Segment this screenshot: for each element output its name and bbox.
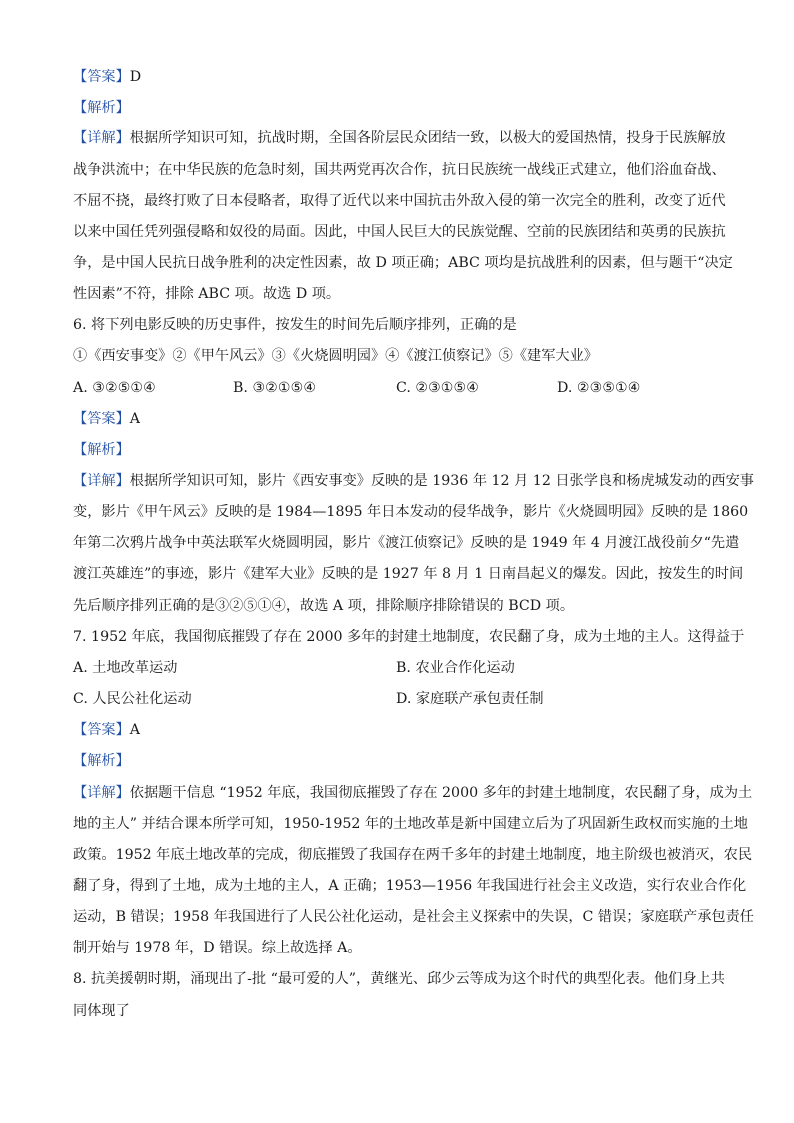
detail-line: 翻了身，得到了土地，成为土地的主人，A 正确；1953—1956 年我国进行社会主义改造，实行农业合作化: [73, 878, 747, 894]
answer-line: [73, 720, 733, 740]
option-d: D. 家庭联产承包责任制: [396, 691, 544, 707]
detail-line: 先后顺序排列正确的是③②⑤①④，故选 A 项，排除顺序排除错误的 BCD 项。: [73, 598, 575, 614]
detail-line: 政策。1952 年底土地改革的完成，彻底摧毁了我国存在两千多年的封建土地制度，地主阶级也被消灭，农民: [73, 847, 753, 863]
answer-value: A: [129, 722, 141, 738]
analysis-tag: 【解析】: [73, 753, 130, 769]
option-d: D. ②③⑤①④: [557, 380, 641, 396]
option-b: B. 农业合作化运动: [396, 660, 515, 676]
detail-line: 不屈不挠，最终打败了日本侵略者，取得了近代以来中国抗击外敌入侵的第一次完全的胜利，改变了近代: [73, 193, 726, 209]
detail-tag: 【详解】: [73, 130, 130, 146]
answer-line: [73, 67, 733, 87]
detail-line: 地的主人” 并结合课本所学可知，1950-1952 年的土地改革是新中国建立后为了巩固新生政权而实施的土地: [73, 816, 748, 832]
option-a: A. ③②⑤①④: [73, 380, 156, 396]
detail-line: 运动，B 错误；1958 年我国进行了人民公社化运动，是社会主义探索中的失误，C 错误；家庭联产承包责任: [73, 909, 754, 925]
option-a: A. 土地改革运动: [73, 660, 178, 676]
detail-line: 争，是中国人民抗日战争胜利的决定性因素，故 D 项正确；ABC 项均是抗战胜利的因素，但与题干“决定: [73, 255, 733, 271]
detail-line: 【详解】根据所学知识可知，影片《西安事变》反映的是 1936 年 12 月 12 日张学良和杨虎城发动的西安事: [73, 473, 754, 489]
answer-value: D: [129, 69, 142, 85]
detail-line: 变，影片《甲午风云》反映的是 1984—1895 年日本发动的侵华战争，影片《火烧圆明园》反映的是 1860: [73, 504, 749, 520]
option-c: C. ②③①⑤④: [396, 380, 479, 396]
answer-tag: 【答案】: [73, 722, 130, 738]
analysis-tag: 【解析】: [73, 100, 130, 116]
analysis-tag: 【解析】: [73, 442, 130, 458]
question-8: 8. 抗美援朝时期，涌现出了-批 “最可爱的人”，黄继光、邱少云等成为这个时代的典型化表。他们身上共: [73, 971, 725, 987]
detail-line: 性因素”不符，排除 ABC 项。故选 D 项。: [73, 286, 341, 302]
question-6-items: ①《西安事变》②《甲午风云》③《火烧圆明园》④《渡江侦察记》⑤《建军大业》: [73, 348, 598, 364]
detail-line: 渡江英雄连”的事迹，影片《建军大业》反映的是 1927 年 8 月 1 日南昌起义的爆发。因此，按发生的时间: [73, 566, 744, 582]
answer-line: [73, 409, 733, 429]
answer-tag: 【答案】: [73, 411, 130, 427]
question-7: 7. 1952 年底，我国彻底摧毁了存在 2000 多年的封建土地制度，农民翻了身，成为土地的主人。这得益于: [73, 629, 745, 645]
option-c: C. 人民公社化运动: [73, 691, 192, 707]
detail-line: 制开始与 1978 年，D 错误。综上故选择 A。: [73, 940, 362, 956]
detail-line: 【详解】依据题干信息 “1952 年底，我国彻底摧毁了存在 2000 多年的封建土地制度，农民翻了身，成为土: [73, 785, 753, 801]
question-8-cont: 同体现了: [73, 1003, 130, 1019]
answer-value: A: [129, 411, 141, 427]
option-b: B. ③②①⑤④: [233, 380, 317, 396]
answer-tag: 【答案】: [73, 69, 130, 85]
detail-line: 战争洪流中；在中华民族的危急时刻，国共两党再次合作，抗日民族统一战线正式建立，他们浴血奋战、: [73, 162, 726, 178]
detail-line: 年第二次鸦片战争中英法联军火烧圆明园，影片《渡江侦察记》反映的是 1949 年 4 月渡江战役前夕“先遣: [73, 535, 740, 551]
detail-tag: 【详解】: [73, 785, 130, 801]
detail-line: 以来中国任凭列强侵略和奴役的局面。因此，中国人民巨大的民族觉醒、空前的民族团结和英勇的民族抗: [73, 224, 726, 240]
question-6: 6. 将下列电影反映的历史事件，按发生的时间先后顺序排列，正确的是: [73, 317, 517, 333]
detail-line: 【详解】根据所学知识可知，抗战时期，全国各阶层民众团结一致，以极大的爱国热情，投身于民族解放: [73, 130, 726, 146]
detail-tag: 【详解】: [73, 473, 130, 489]
